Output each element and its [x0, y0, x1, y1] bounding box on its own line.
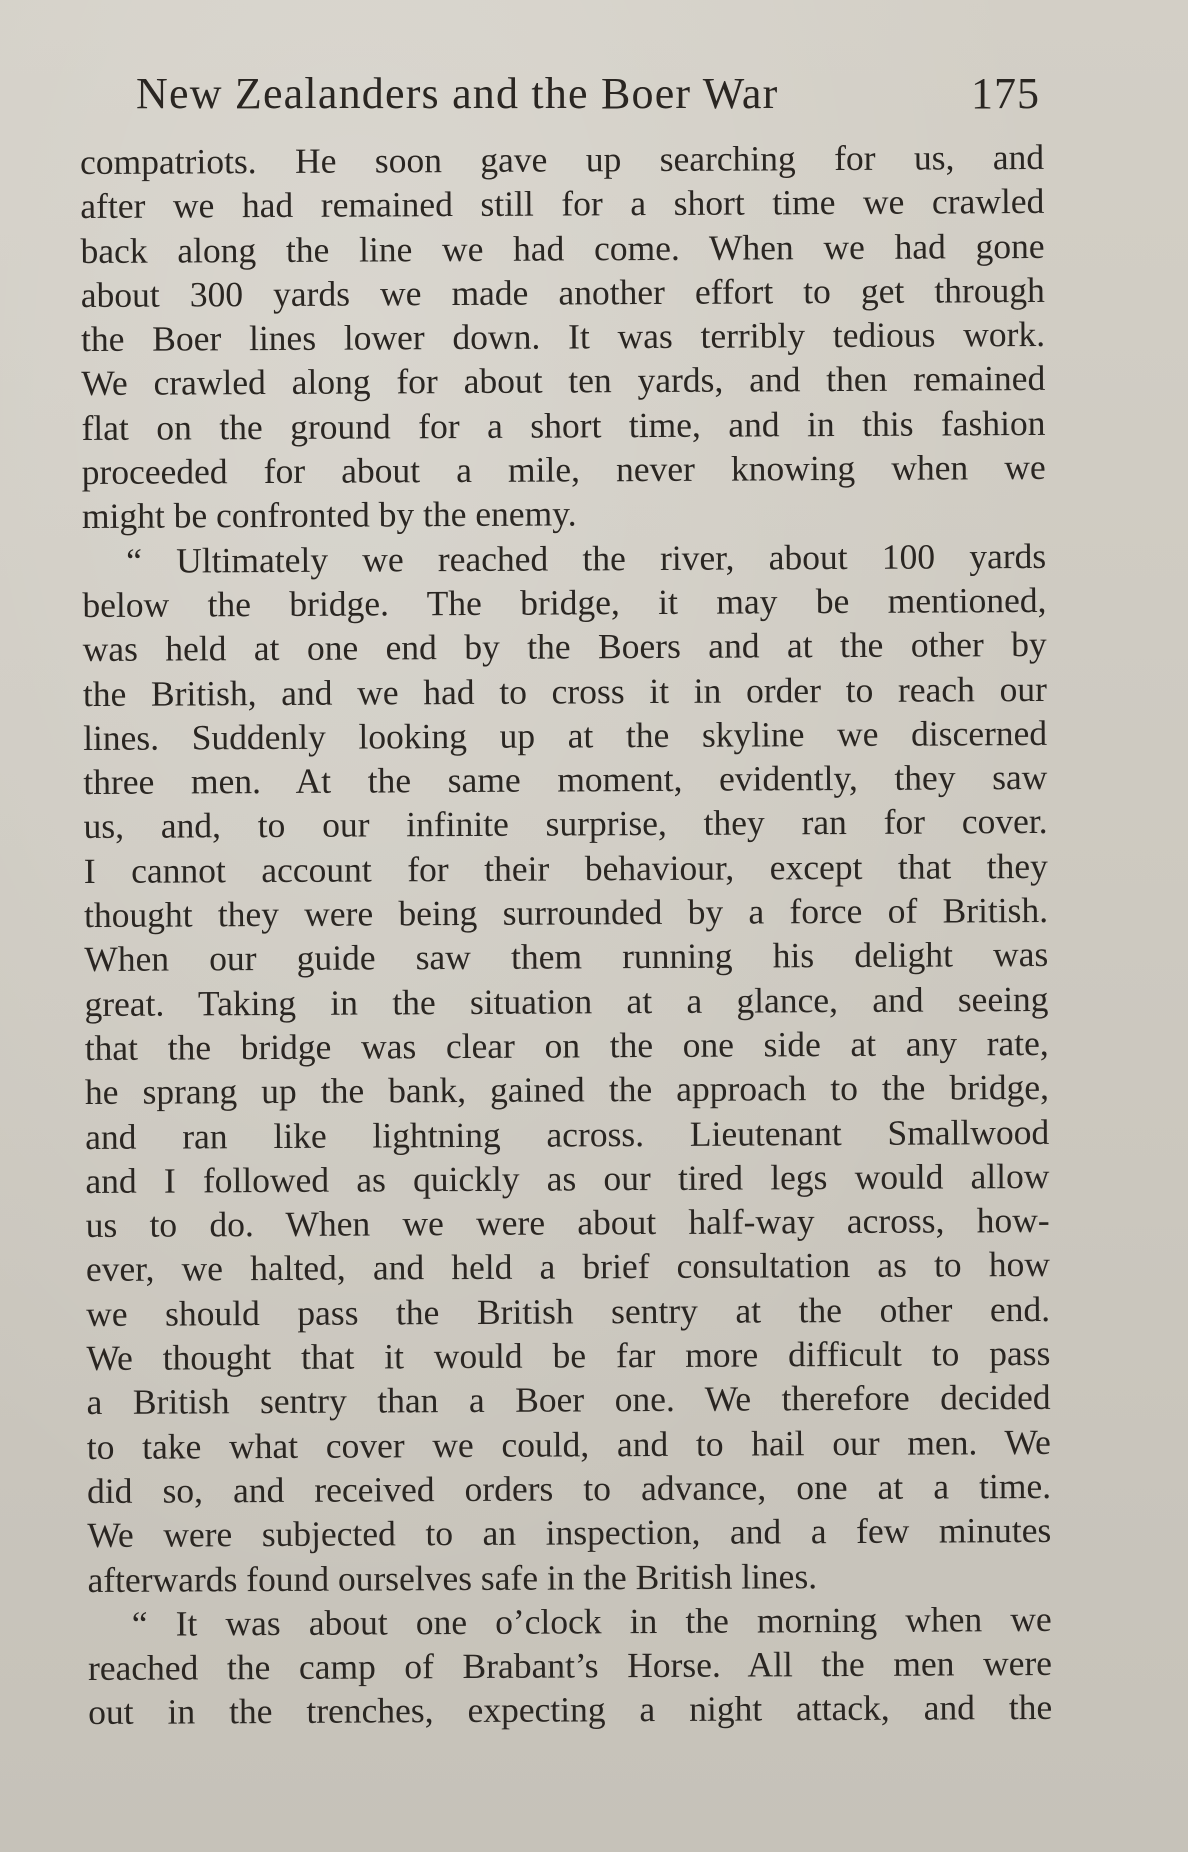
text-line: We were subjected to an inspection, and a few minutes [87, 1510, 1052, 1556]
running-title: New Zealanders and the Boer War [136, 69, 779, 118]
body-text [80, 135, 1052, 1735]
text-line: did so, and received orders to advance, one at a time. [86, 1465, 1052, 1511]
text-line: reached the camp of Brabant’s Horse. All the men were [87, 1643, 1053, 1689]
text-line: compatriots. He soon gave up searching for us, and [80, 136, 1045, 182]
text-line: lines. Suddenly looking up at the skyline we discerned [83, 712, 1048, 758]
text-line: us to do. When we were about half-way across, how- [85, 1200, 1050, 1246]
text-line: the Boer lines lower down. It was terribly tedious work. [80, 314, 1046, 360]
text-line: was held at one end by the Boers and at the other by [82, 624, 1047, 670]
text-line: ever, we halted, and held a brief consultation as to how [85, 1244, 1051, 1290]
text-line: I cannot account for their behaviour, except that they [83, 845, 1048, 891]
text-line: We thought that it would be far more difficult to pass [86, 1332, 1051, 1378]
text-line: after we had remained still for a short time we crawled [80, 181, 1045, 227]
text-line: great. Taking in the situation at a glance, and seeing [84, 978, 1049, 1024]
text-line: thought they were being surrounded by a force of British. [83, 889, 1049, 936]
page-number: 175 [971, 69, 1040, 118]
text-line: below the bridge. The bridge, it may be mentioned, [82, 579, 1047, 625]
text-line: to take what cover we could, and to hail our men. We [86, 1421, 1051, 1467]
text-line: proceeded for about a mile, never knowing when we [81, 447, 1046, 493]
text-line: us, and, to our infinite surprise, they ran for cover. [83, 801, 1048, 847]
text-line: a British sentry than a Boer one. We therefore decided [86, 1377, 1051, 1423]
text-line: we should pass the British sentry at the other end. [86, 1288, 1051, 1334]
text-line: and ran like lightning across. Lieutenant Smallwood [85, 1111, 1050, 1157]
paragraph-end-line: afterwards found ourselves safe in the British lines. [87, 1555, 818, 1600]
text-line: that the bridge was clear on the one side at any rate, [84, 1022, 1049, 1068]
text-line: flat on the ground for a short time, and in this fashion [81, 402, 1046, 448]
text-line: When our guide saw them running his delight was [84, 934, 1049, 980]
text-line: We crawled along for about ten yards, and then remained [81, 358, 1046, 404]
paragraph-start-line: “ Ultimately we reached the river, about 100 yards [126, 535, 1047, 581]
text-line: back along the line we had come. When we had gone [80, 225, 1045, 271]
paragraph-end-line: might be confronted by the enemy. [81, 493, 577, 537]
text-line: about 300 yards we made another effort to get through [80, 269, 1045, 315]
text-line: and I followed as quickly as our tired legs would allow [85, 1155, 1050, 1201]
paragraph-start-line: “ It was about one o’clock in the morning when we [131, 1598, 1052, 1644]
text-line: out in the trenches, expecting a night attack, and the [88, 1687, 1053, 1733]
text-line: the British, and we had to cross it in order to reach our [82, 668, 1047, 714]
text-line: three men. At the same moment, evidently, they saw [83, 757, 1048, 803]
text-line: he sprang up the bank, gained the approach to the bridge, [84, 1067, 1050, 1113]
running-head [136, 66, 1040, 122]
